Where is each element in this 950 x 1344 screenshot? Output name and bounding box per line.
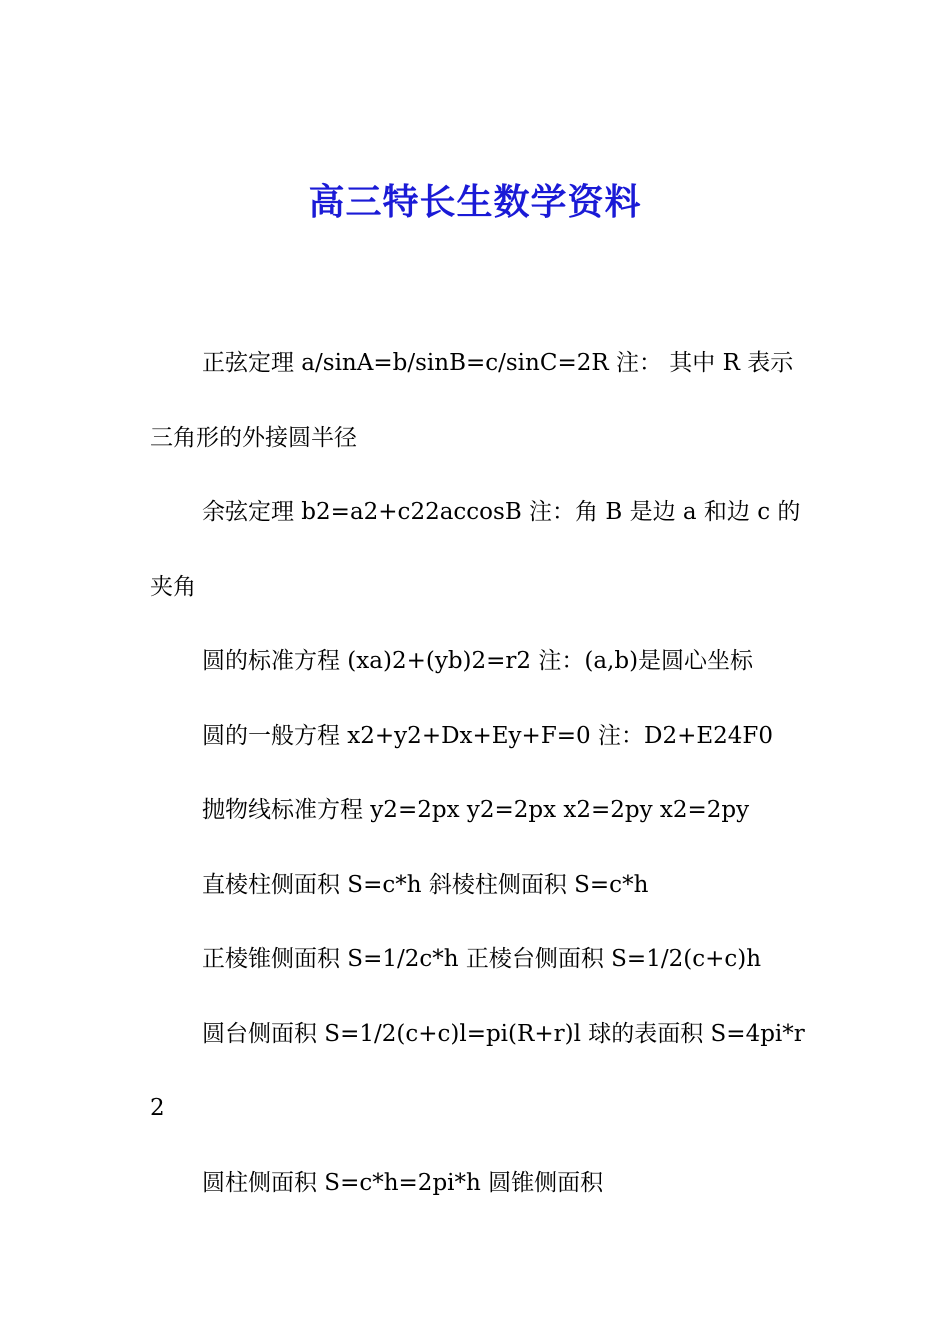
document-title: 高三特长生数学资料 xyxy=(308,181,642,223)
paragraph-circle-standard-equation: 圆的标准方程 (xa)2+(yb)2=r2 注：(a,b)是圆心坐标 xyxy=(202,648,754,674)
paragraph-parabola-equation: 抛物线标准方程 y2=2px y2=2px x2=2py x2=2py xyxy=(202,797,750,823)
paragraph-prism-lateral-area: 直棱柱侧面积 S=c*h 斜棱柱侧面积 S=c*h xyxy=(202,871,649,898)
paragraph-cosine-law: 余弦定理 b2=a2+c22accosB 注：角 B 是边 a 和边 c 的夹角 xyxy=(150,499,801,600)
paragraph-cylinder-cone-area: 圆柱侧面积 S=c*h=2pi*h 圆锥侧面积 xyxy=(202,1169,604,1196)
document-body xyxy=(150,326,810,1220)
paragraph-circle-general-equation: 圆的一般方程 x2+y2+Dx+Ey+F=0 注：D2+E24F0 xyxy=(202,722,773,749)
paragraph-pyramid-lateral-area: 正棱锥侧面积 S=1/2c*h 正棱台侧面积 S=1/2(c+c)h xyxy=(202,946,762,972)
paragraph-frustum-sphere-area: 圆台侧面积 S=1/2(c+c)l=pi(R+r)l 球的表面积 S=4pi*r2 xyxy=(150,1020,805,1121)
paragraph-sine-law: 正弦定理 a/sinA=b/sinB=c/sinC=2R 注： 其中 R 表示三角形的外接圆半径 xyxy=(150,350,794,451)
